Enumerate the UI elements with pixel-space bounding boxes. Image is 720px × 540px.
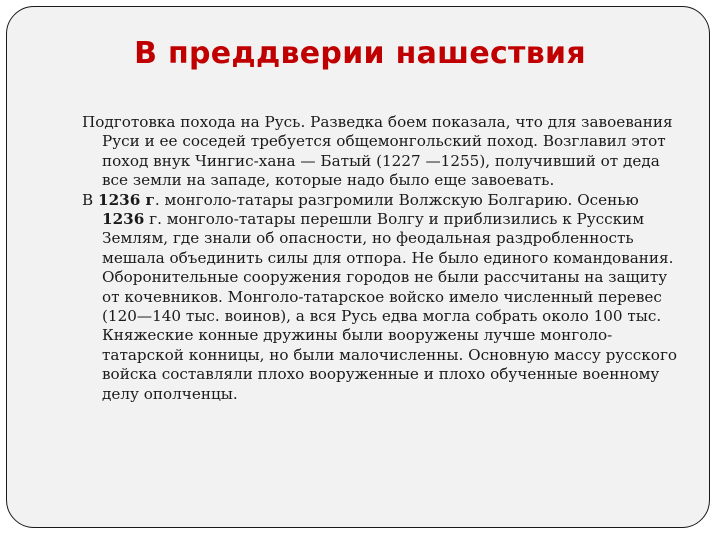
paragraph-invasion: [82, 191, 682, 404]
paragraph-preparation: Подготовка похода на Русь. Разведка боем показала, что для завоевания Руси и ее соседей требуется общемонгольский поход. Возглавил этот поход внук Чингис-хана — Батый (1227 —1255), получивший от деда все земли на западе, которые надо было еще завоевать.: [82, 113, 673, 190]
year-1236-bold: 1236 г: [98, 190, 155, 209]
paragraph-invasion-middle: . монголо-татары разгромили Волжскую Болгарию. Осенью: [154, 190, 639, 209]
paragraph-invasion-prefix: В: [82, 190, 98, 209]
slide-body: [82, 113, 682, 404]
paragraph-invasion-rest: г. монголо-татары перешли Волгу и приблизились к Русским Землям, где знали об опасности, но феодальная раздробленность мешала объединить силы для отпора. Не было единого командования. Оборонительные сооружения городов не были рассчитаны на защиту от кочевников. Монголо-татарское войско имело численный перевес (120—140 тыс. воинов), а вся Русь едва могла собрать около 100 тыс. Княжеские конные дружины были вооружены лучше монголо-татарской конницы, но были малочисленны. Основную массу русского войска составляли плохо вооруженные и плохо обученные военному делу ополченцы.: [102, 210, 678, 403]
year-1236-autumn-bold: 1236: [102, 210, 145, 229]
slide-title: В преддверии нашествия: [134, 36, 586, 71]
